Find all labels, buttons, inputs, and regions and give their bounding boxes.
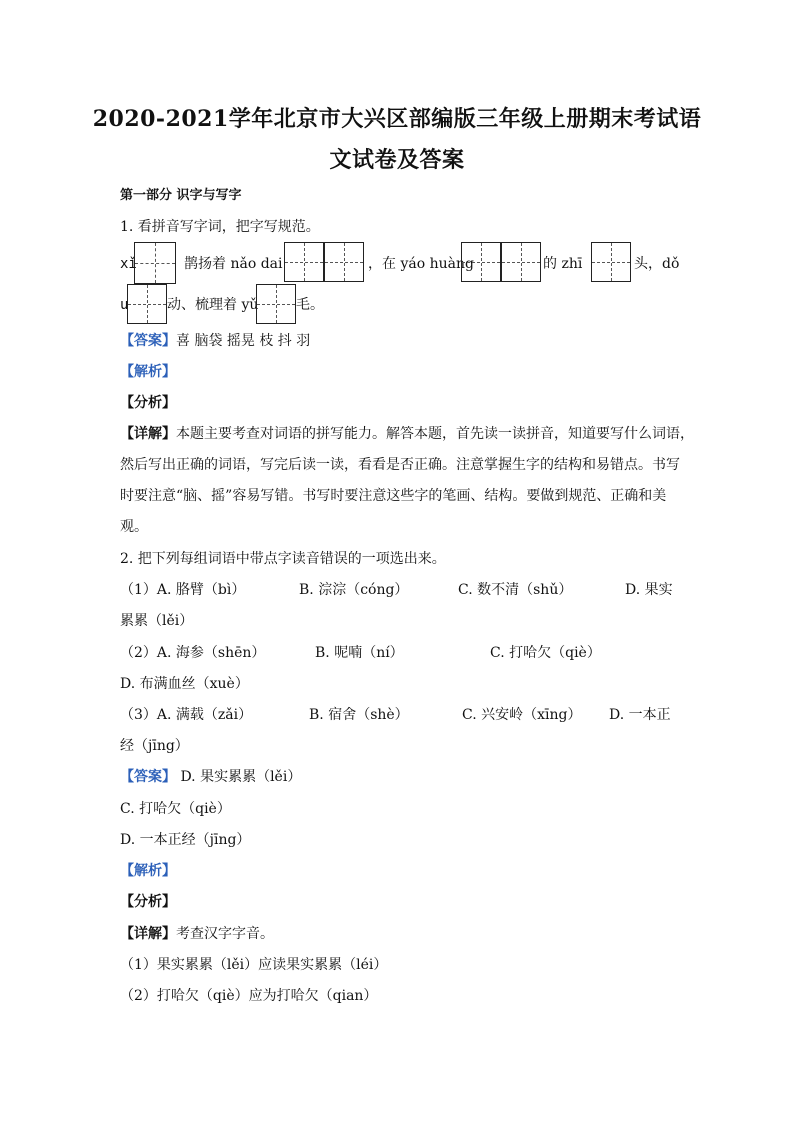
detail-label: 【详解】 xyxy=(120,426,176,442)
analysis-label: 【解析】 xyxy=(120,364,176,380)
sentence-fragment: 动、梳理着 yǔ xyxy=(167,297,259,313)
section-heading: 第一部分 识字与写字 xyxy=(120,188,242,203)
option-1d: D. 果实 xyxy=(625,582,673,598)
option-1b: B. 淙淙（cóng） xyxy=(299,582,409,598)
detail-line: （1）果实累累（lěi）应读果实累累（léi） xyxy=(120,957,388,973)
answer-text: 喜 脑袋 摇晃 枝 抖 羽 xyxy=(176,333,311,349)
answer-line: D. 一本正经（jīng） xyxy=(120,832,251,848)
pinyin-u: u xyxy=(120,297,129,313)
document-title-line1: 2020-2021学年北京市大兴区部编版三年级上册期末考试语 xyxy=(92,106,702,132)
detail-label: 【详解】 xyxy=(120,926,176,942)
sentence-fragment: ，在 yáo huàng xyxy=(368,256,474,272)
writing-grid-box[interactable] xyxy=(256,284,296,324)
option-3b: B. 宿舍（shè） xyxy=(309,707,409,723)
option-1a: （1）A. 胳臂（bì） xyxy=(120,582,246,598)
option-3c: C. 兴安岭（xīng） xyxy=(462,707,582,723)
writing-grid-box[interactable] xyxy=(461,242,501,282)
writing-grid-box[interactable] xyxy=(284,242,324,282)
detail-line xyxy=(120,424,694,444)
writing-grid-box[interactable] xyxy=(134,242,176,284)
option-3d-cont: 经（jīng） xyxy=(120,738,189,754)
analysis-subheading: 【分析】 xyxy=(120,894,176,910)
option-3a: （3）A. 满载（zǎi） xyxy=(120,707,253,723)
writing-grid-box[interactable] xyxy=(324,242,364,282)
detail-line: （2）打哈欠（qiè）应为打哈欠（qian） xyxy=(120,988,378,1004)
writing-grid-box[interactable] xyxy=(501,242,541,282)
detail-text: 本题主要考查对词语的拼写能力。解答本题，首先读一读拼音，知道要写什么词语， xyxy=(176,426,694,442)
detail-line: 观。 xyxy=(120,519,148,535)
option-3d: D. 一本正 xyxy=(609,707,671,723)
option-2b: B. 呢喃（ní） xyxy=(315,645,404,661)
answer-label: 【答案】 xyxy=(120,333,176,349)
sentence-fragment: 头，dǒ xyxy=(634,256,680,272)
option-1c: C. 数不清（shǔ） xyxy=(458,582,573,598)
detail-text: 考查汉字字音。 xyxy=(176,926,274,942)
option-2d: D. 布满血丝（xuè） xyxy=(120,676,249,692)
pinyin-xi: xǐ xyxy=(120,256,137,272)
option-1d-cont: 累累（lěi） xyxy=(120,613,194,629)
analysis-subheading: 【分析】 xyxy=(120,395,176,411)
question-1-stem: 1. 看拼音写字词，把字写规范。 xyxy=(120,219,320,235)
sentence-fragment: 鹊扬着 nǎo dai xyxy=(184,256,283,272)
option-2a: （2）A. 海参（shēn） xyxy=(120,645,266,661)
answer-2 xyxy=(120,767,301,787)
answer-line: C. 打哈欠（qiè） xyxy=(120,801,231,817)
answer-label: 【答案】 xyxy=(120,769,176,785)
analysis-label: 【解析】 xyxy=(120,863,176,879)
option-2c: C. 打哈欠（qiè） xyxy=(490,645,601,661)
detail-line xyxy=(120,924,274,944)
detail-line: 时要注意“脑、摇”容易写错。书写时要注意这些字的笔画、结构。要做到规范、正确和美 xyxy=(120,488,667,504)
sentence-fragment: 的 zhī xyxy=(543,256,583,272)
answer-1 xyxy=(120,331,310,351)
writing-grid-box[interactable] xyxy=(127,284,167,324)
answer-text: D. 果实累累（lěi） xyxy=(176,769,302,785)
detail-line: 然后写出正确的词语，写完后读一读，看看是否正确。注意掌握生字的结构和易错点。书写 xyxy=(120,457,680,473)
question-2-stem: 2. 把下列每组词语中带点字读音错误的一项选出来。 xyxy=(120,551,446,567)
writing-grid-box[interactable] xyxy=(591,242,631,282)
document-title-line2: 文试卷及答案 xyxy=(329,147,465,173)
sentence-fragment: 毛。 xyxy=(296,297,324,313)
